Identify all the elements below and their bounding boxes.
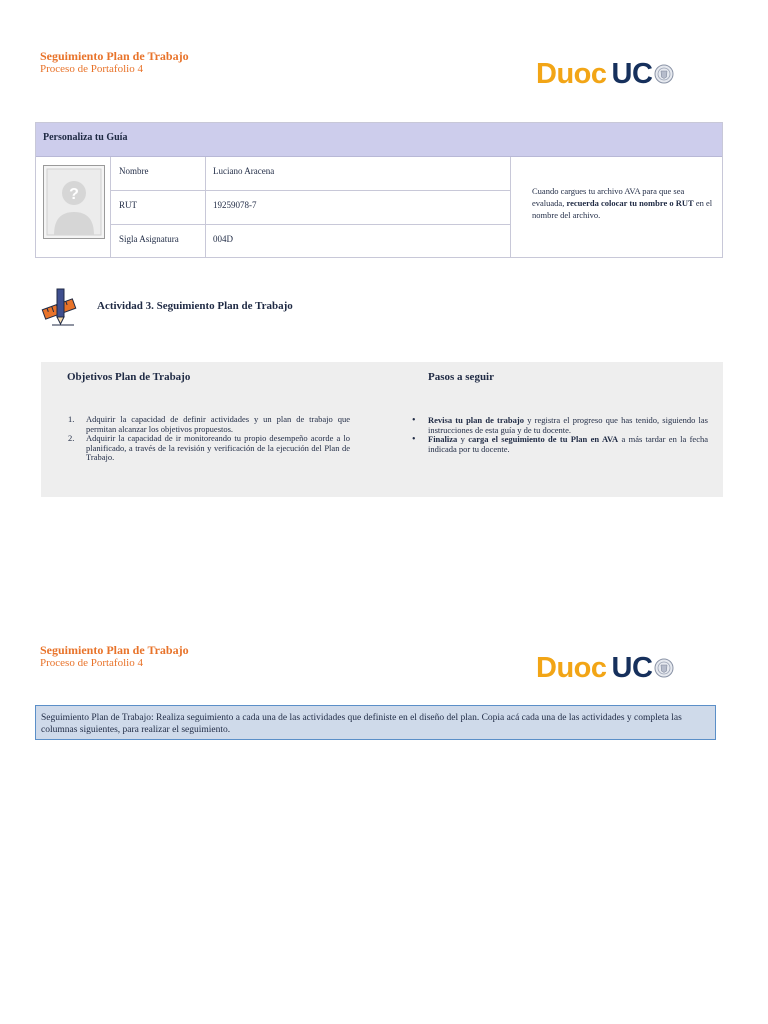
photo-cell [36, 157, 111, 258]
info-grid [111, 157, 511, 258]
personaliza-table [35, 122, 723, 258]
info-row-rut [111, 191, 511, 225]
objetivo-item: 1. Adquirir la capacidad de definir actividades y un plan de trabajo que permitan alcanzar los objetivos propuestos. [68, 414, 350, 434]
duoc-uc-logo-page2 [536, 652, 674, 685]
pencil-ruler-icon [40, 287, 78, 327]
logo-duoc-text: Duoc [536, 58, 607, 90]
logo-uc-text: UC [611, 58, 653, 90]
info-value[interactable]: Luciano Aracena [206, 157, 511, 190]
photo-placeholder-icon [44, 166, 104, 238]
photo-frame [43, 165, 105, 239]
document-subtitle: Proceso de Portafolio 4 [40, 63, 143, 75]
objetivos-list [68, 415, 350, 463]
university-seal-icon [654, 64, 674, 84]
document-title: Seguimiento Plan de Trabajo [40, 643, 189, 657]
logo-duoc-text: Duoc [536, 652, 607, 684]
info-row-nombre [111, 157, 511, 191]
pasos-heading: Pasos a seguir [428, 371, 494, 383]
logo-uc-text: UC [611, 652, 653, 684]
personaliza-heading: Personaliza tu Guía [43, 132, 128, 143]
info-value[interactable]: 004D [206, 225, 511, 258]
upload-note-bold: recuerda colocar tu nombre o RUT [566, 198, 694, 208]
upload-note-part2: en el nombre del archivo. [532, 198, 713, 220]
info-label: Nombre [111, 157, 206, 190]
instruction-box: Seguimiento Plan de Trabajo: Realiza seguimiento a cada una de las actividades que definiste en el diseño del plan. Copia acá cada una de las actividades y completa las columnas siguientes, para realizar el seguimiento. [35, 705, 716, 740]
upload-note [511, 157, 723, 258]
upload-note-part1: Cuando cargues tu archivo AVA para que sea evaluada, [532, 186, 685, 208]
paso-item: • Revisa tu plan de trabajo y registra el progreso que has tenido, siguiendo las instrucciones de esta guía y de tu docente. [412, 416, 708, 435]
document-header-page2 [40, 643, 189, 670]
document-title: Seguimiento Plan de Trabajo [40, 49, 189, 63]
pasos-list [412, 416, 708, 454]
university-seal-icon [654, 658, 674, 678]
info-value[interactable]: 19259078-7 [206, 191, 511, 224]
objetivo-item: 2. Adquirir la capacidad de ir monitoreando tu propio desempeño acorde a lo planificado, a través de la revisión y verificación de la ejecución del Plan de Trabajo. [68, 433, 350, 462]
info-label: RUT [111, 191, 206, 224]
info-label: Sigla Asignatura [111, 225, 206, 258]
paso-item: • Finaliza y carga el seguimiento de tu Plan en AVA a más tardar en la fecha indicada por tu docente. [412, 435, 708, 454]
duoc-uc-logo [536, 58, 674, 91]
info-row-sigla [111, 225, 511, 258]
activity-title: Actividad 3. Seguimiento Plan de Trabajo [97, 300, 293, 312]
document-header [40, 49, 189, 76]
objetivos-heading: Objetivos Plan de Trabajo [67, 371, 191, 383]
document-subtitle: Proceso de Portafolio 4 [40, 657, 143, 669]
objectives-panel [41, 362, 723, 497]
personaliza-header [36, 123, 722, 157]
svg-text:?: ? [69, 186, 79, 203]
